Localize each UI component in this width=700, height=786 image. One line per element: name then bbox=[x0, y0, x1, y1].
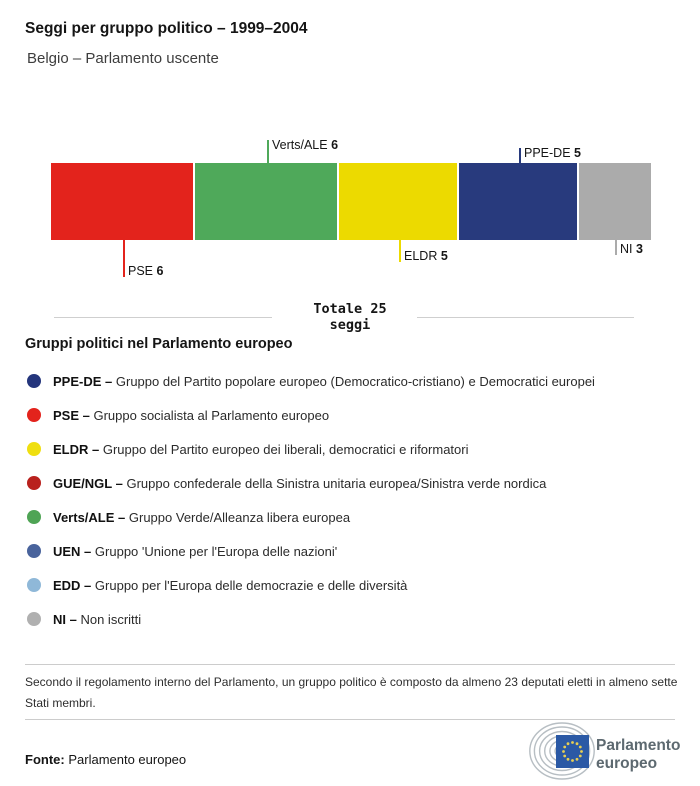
source-line bbox=[25, 752, 186, 767]
bar-segment-Verts/ALE bbox=[195, 163, 339, 240]
total-divider-right bbox=[417, 317, 634, 318]
total-line2: seggi bbox=[329, 317, 371, 333]
bar-label-group: ELDR bbox=[404, 249, 438, 263]
footnote-divider-top bbox=[25, 664, 675, 665]
group-color-dot bbox=[27, 442, 41, 456]
bar-segment-ELDR bbox=[339, 163, 459, 240]
group-abbr: PPE-DE – bbox=[53, 373, 113, 389]
legend-item bbox=[25, 534, 687, 568]
group-abbr: UEN – bbox=[53, 543, 92, 559]
legend-item bbox=[25, 398, 687, 432]
bar-label-ELDR bbox=[404, 249, 448, 263]
group-abbr: NI – bbox=[53, 611, 77, 627]
callout-line-PPE-DE bbox=[519, 148, 521, 163]
callout-line-ELDR bbox=[399, 240, 401, 262]
group-description: Gruppo confederale della Sinistra unitaria europea/Sinistra verde nordica bbox=[126, 475, 547, 491]
group-description: Non iscritti bbox=[80, 611, 142, 627]
group-description: Gruppo per l'Europa delle democrazie e delle diversità bbox=[94, 577, 408, 593]
legend-item bbox=[25, 466, 687, 500]
legend-heading: Gruppi politici nel Parlamento europeo bbox=[25, 336, 293, 352]
group-color-dot bbox=[27, 510, 41, 524]
total-divider-left bbox=[54, 317, 272, 318]
legend-item bbox=[25, 602, 687, 636]
group-color-dot bbox=[27, 612, 41, 626]
logo-text-line2: europeo bbox=[596, 755, 658, 772]
group-description: Gruppo 'Unione per l'Europa delle nazioni' bbox=[94, 543, 338, 559]
total-seats-label bbox=[270, 301, 430, 333]
bar-label-seats: 5 bbox=[440, 249, 448, 263]
group-description: Gruppo socialista al Parlamento europeo bbox=[93, 407, 330, 423]
eu-flag-icon bbox=[556, 735, 589, 768]
bar-label-PSE bbox=[128, 264, 163, 278]
bar-label-NI bbox=[620, 242, 643, 256]
source-value: Parlamento europeo bbox=[68, 752, 187, 767]
european-parliament-logo bbox=[518, 722, 680, 780]
bar-segment-NI bbox=[579, 163, 651, 240]
source-label: Fonte: bbox=[25, 752, 65, 767]
bar-segment-PSE bbox=[51, 163, 195, 240]
footnote-divider-bottom bbox=[25, 719, 675, 720]
bar-label-group: PPE-DE bbox=[524, 146, 571, 160]
group-abbr: Verts/ALE – bbox=[53, 509, 126, 525]
legend-item bbox=[25, 500, 687, 534]
bar-label-seats: 6 bbox=[331, 138, 339, 152]
bar-label-seats: 6 bbox=[156, 264, 164, 278]
bar-label-Verts/ALE bbox=[272, 138, 338, 152]
group-description: Gruppo del Partito europeo dei liberali, democratici e riformatori bbox=[102, 441, 469, 457]
page-subtitle: Belgio – Parlamento uscente bbox=[27, 50, 219, 67]
legend-item bbox=[25, 432, 687, 466]
logo-text-line1: Parlamento bbox=[596, 737, 680, 754]
bar-label-seats: 3 bbox=[635, 242, 643, 256]
group-color-dot bbox=[27, 476, 41, 490]
stacked-seat-bar bbox=[51, 163, 651, 240]
callout-line-Verts/ALE bbox=[267, 140, 269, 163]
legend-item bbox=[25, 568, 687, 602]
group-color-dot bbox=[27, 408, 41, 422]
callout-line-PSE bbox=[123, 240, 125, 277]
group-abbr: ELDR – bbox=[53, 441, 100, 457]
group-color-dot bbox=[27, 374, 41, 388]
bar-label-PPE-DE bbox=[524, 146, 581, 160]
group-color-dot bbox=[27, 544, 41, 558]
footnote-text: Secondo il regolamento interno del Parlamento, un gruppo politico è composto da almeno 23 deputati eletti in almeno sette Stati membri. bbox=[25, 675, 678, 710]
callout-line-NI bbox=[615, 240, 617, 255]
group-abbr: GUE/NGL – bbox=[53, 475, 123, 491]
legend-item bbox=[25, 364, 687, 398]
group-abbr: PSE – bbox=[53, 407, 90, 423]
total-line1: Totale 25 bbox=[313, 301, 387, 317]
bar-label-group: Verts/ALE bbox=[272, 138, 328, 152]
group-color-dot bbox=[27, 578, 41, 592]
page-title: Seggi per gruppo politico – 1999–2004 bbox=[25, 20, 308, 37]
group-description: Gruppo del Partito popolare europeo (Democratico-cristiano) e Democratici europei bbox=[115, 373, 595, 389]
bar-label-group: PSE bbox=[128, 264, 154, 278]
bar-label-group: NI bbox=[620, 242, 633, 256]
legend bbox=[25, 364, 687, 636]
bar-label-seats: 5 bbox=[574, 146, 581, 160]
group-abbr: EDD – bbox=[53, 577, 92, 593]
bar-segment-PPE-DE bbox=[459, 163, 579, 240]
group-description: Gruppo Verde/Alleanza libera europea bbox=[128, 509, 351, 525]
